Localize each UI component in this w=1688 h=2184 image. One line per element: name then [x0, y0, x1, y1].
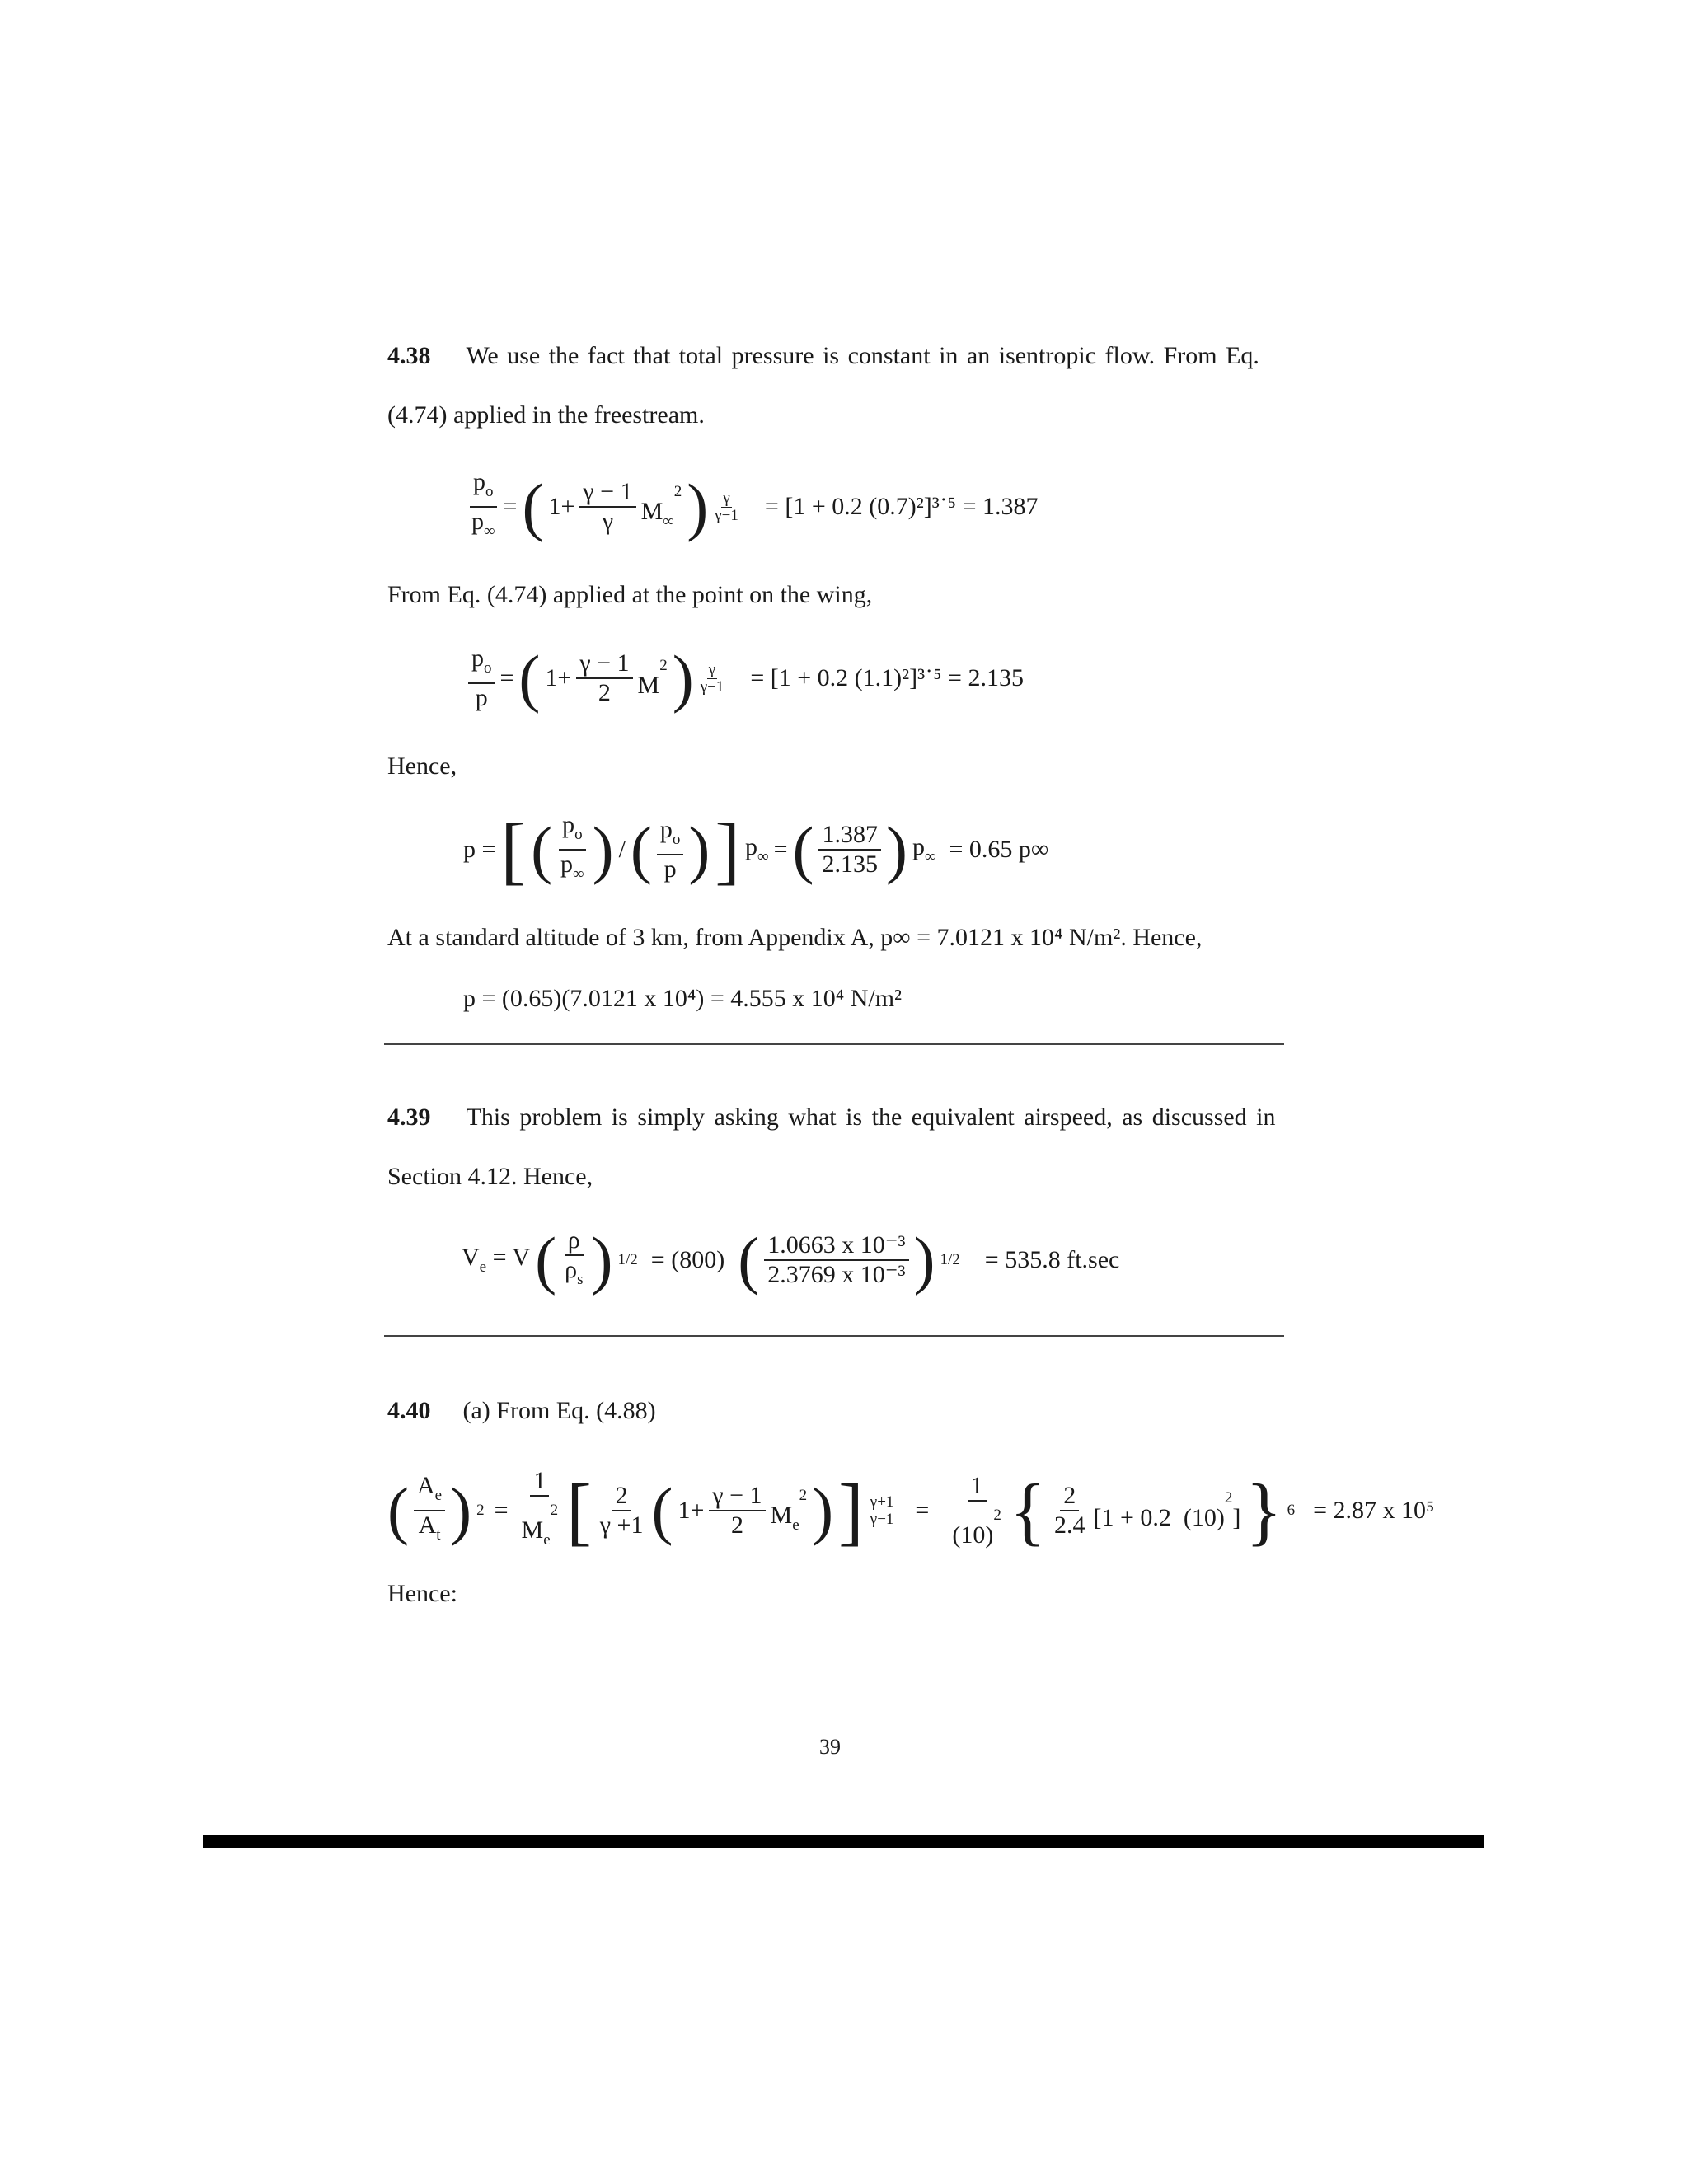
equation-stagnation-wing: $\frac{p_o}{p}$ = ( 1+ $\frac{\gamma - 1}{2}$ $M^2$ ) $\frac{\gamma}{\gamma-1}$ = [1 + 0.2 (1.1)²]³˙⁵ = 2.135: [468, 644, 1024, 712]
problem-number: 4.40: [387, 1397, 431, 1424]
problem-4-39-line1: [387, 1103, 1276, 1132]
problem-text: We use the fact that total pressure is constant in an isentropic flow. From Eq.: [466, 342, 1259, 369]
equation-pressure-ratio: p = [ ( $\frac{p_o}{p_\infty}$ ) / ( $\frac{p_o}{p}$ ) ] $p_\infty$ = ( $\frac{1.387}{2.135}$ ) $p_\infty$ = 0.65 p∞: [463, 808, 1049, 892]
equation-stagnation-freestream: $\frac{p_o}{p_\infty}$ = ( 1+ $\frac{\gamma - 1}{\gamma}$ $M_\infty^2$ ) $\frac{\gamma}{\gamma-1}$ = [1 + 0.2 (0.7)²]³˙⁵ = 1.387: [471, 468, 1039, 542]
problem-number: 4.38: [387, 342, 431, 369]
equation-pressure-value: p = (0.65)(7.0121 x 10⁴) = 4.555 x 10⁴ N/m²: [463, 985, 903, 1012]
problem-text-line2: Section 4.12. Hence,: [387, 1163, 593, 1190]
equation-multiplier: = (800): [650, 1246, 725, 1273]
equation-area-ratio: ( $\frac{A_e}{A_t}$ ) 2 = $\frac{1}{M_e^2}$ [ $\frac{2}{\gamma +1}$ ( 1+ $\frac{\gamma - 1}{2}$ $M_e^2$ ) ] $\frac{\gamma+1}{\gamma-1}$ = $\frac{1}{(10)^2}$ { $\frac{2}{2.4}$ [1 + 0.2 $(10)^2$] } 6 = 2.87 x 10⁵: [387, 1467, 1435, 1553]
problem-number: 4.39: [387, 1104, 431, 1131]
density-denominator: 2.3769 x 10⁻³: [767, 1261, 906, 1288]
equation-result: = 535.8 ft.sec: [984, 1246, 1120, 1273]
equation-result: = 0.65 p∞: [949, 836, 1049, 863]
problem-text-line2: Hence:: [387, 1580, 457, 1607]
problem-text-line2: (4.74) applied in the freestream.: [387, 401, 705, 429]
problem-text-line3: From Eq. (4.74) applied at the point on the wing,: [387, 581, 873, 608]
page-number: 39: [819, 1735, 841, 1759]
section-divider: [384, 1335, 1284, 1337]
equation-result: = [1 + 0.2 (0.7)²]³˙⁵ = 1.387: [764, 493, 1039, 520]
problem-text-line4: Hence,: [387, 752, 457, 780]
equation-equivalent-airspeed: $V_e = V$ ( $\frac{\rho}{\rho_s}$ ) 1/2 = (800) ( $\frac{\text{1.0663 x 10⁻³}}{\text{2.3769 x 10⁻³}}$ ) 1/2 = 535.8 ft.sec: [462, 1224, 1120, 1296]
density-numerator: 1.0663 x 10⁻³: [764, 1231, 908, 1261]
section-divider: [384, 1043, 1284, 1045]
ratio-numerator: 1.387: [818, 821, 881, 851]
problem-4-38-line1: [387, 341, 1259, 371]
equation-result: = [1 + 0.2 (1.1)²]³˙⁵ = 2.135: [750, 664, 1024, 691]
ratio-denominator: 2.135: [822, 851, 878, 878]
problem-text: (a) From Eq. (4.88): [462, 1397, 656, 1424]
footer-bar: [203, 1835, 1484, 1848]
problem-text: This problem is simply asking what is the equivalent airspeed, as discussed in: [466, 1104, 1276, 1131]
problem-text-line5: At a standard altitude of 3 km, from Appendix A, p∞ = 7.0121 x 10⁴ N/m². Hence,: [387, 924, 1203, 951]
problem-4-40-line1: [387, 1396, 656, 1426]
equation-result: = 2.87 x 10⁵: [1313, 1497, 1435, 1524]
